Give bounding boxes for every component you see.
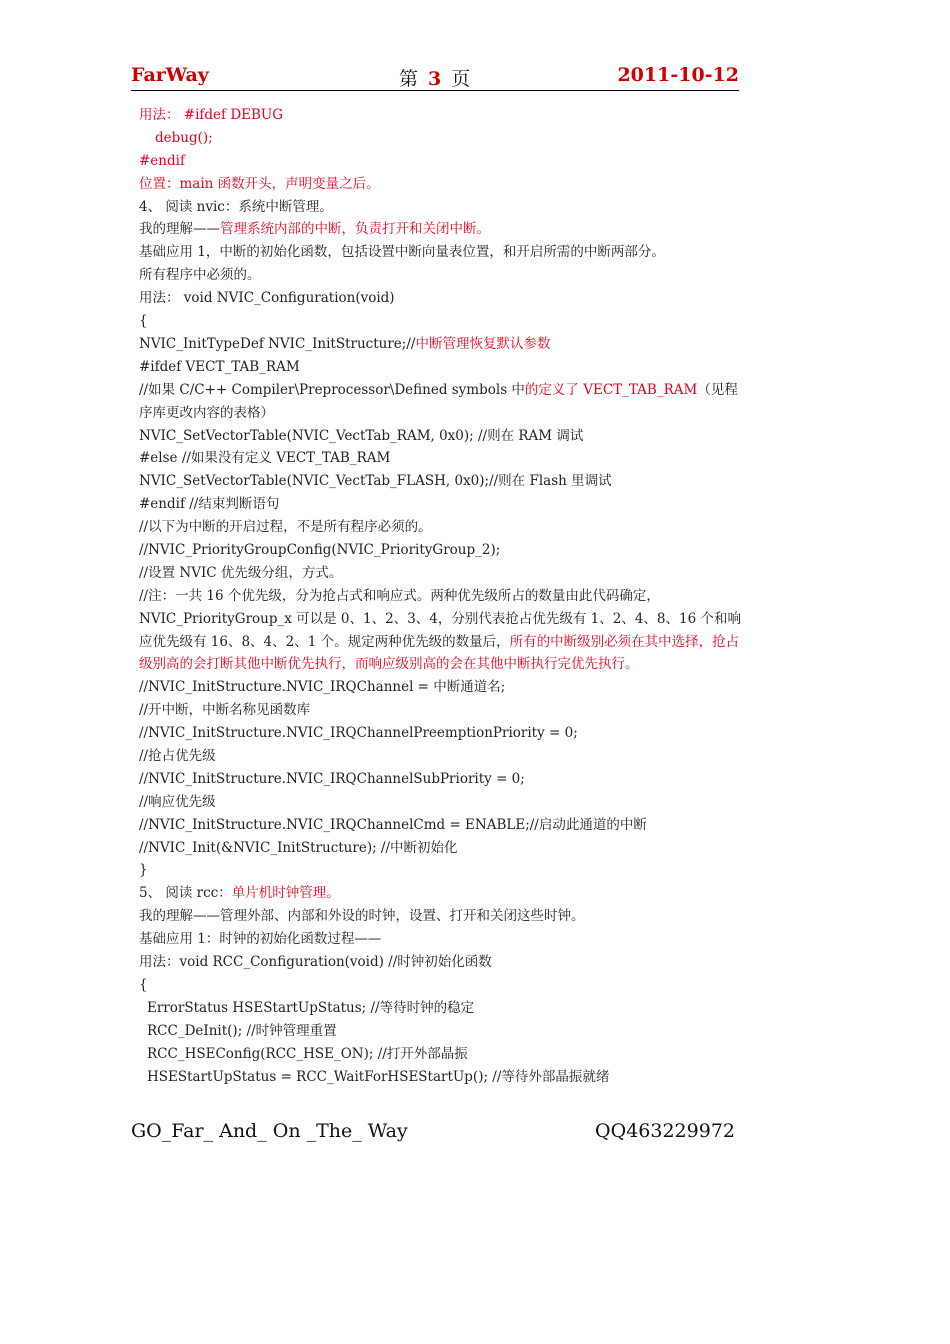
text-line <box>139 104 741 127</box>
text-line <box>139 264 741 287</box>
footer-motto: GO_Far_ And_ On _The_ Way <box>131 1120 408 1142</box>
text-run: NVIC_SetVectorTable(NVIC_VectTab_FLASH, 0x0);//则在 Flash 里调试 <box>139 473 612 490</box>
text-run: //以下为中断的开启过程，不是所有程序必须的。 <box>139 519 432 536</box>
text-run: 基础应用 1：时钟的初始化函数过程—— <box>139 931 382 948</box>
text-line <box>139 1066 741 1089</box>
text-run: 所有的中断级别必须在其中选择，抢占级别高的会打断其他中断优先执行，而响应级别高的会在其他中断执行完优先执行。 <box>139 633 740 673</box>
text-line <box>139 562 741 585</box>
text-run: HSEStartUpStatus = RCC_WaitForHSEStartUp(); //等待外部晶振就绪 <box>147 1068 610 1085</box>
text-run: //设置 NVIC 优先级分组，方式。 <box>139 564 343 581</box>
text-run: //NVIC_InitStructure.NVIC_IRQChannelCmd = ENABLE;//启动此通道的中断 <box>139 816 647 833</box>
text-line <box>139 676 741 699</box>
text-line <box>139 493 741 516</box>
text-run: //NVIC_Init(&NVIC_InitStructure); //中断初始化 <box>139 839 458 856</box>
text-run: 管理系统内部的中断，负责打开和关闭中断。 <box>220 221 490 238</box>
text-run: { <box>139 976 148 993</box>
text-line <box>139 447 741 470</box>
text-run: NVIC_InitTypeDef NVIC_InitStructure;// <box>139 335 416 352</box>
text-run: 中断管理恢复默认参数 <box>415 335 551 352</box>
text-run: //NVIC_InitStructure.NVIC_IRQChannelPreemptionPriority = 0; <box>139 725 578 742</box>
text-line <box>139 470 741 493</box>
text-line <box>139 837 741 860</box>
text-run: NVIC_SetVectorTable(NVIC_VectTab_RAM, 0x0); //则在 RAM 调试 <box>139 427 584 444</box>
page-footer <box>131 1120 735 1146</box>
text-run: 位置：main 函数开头，声明变量之后。 <box>139 175 380 192</box>
text-line <box>139 241 741 264</box>
text-run: //注：一共 16 个优先级，分为抢占式和响应式。两种优先级所占的数量由此代码确定，NVIC_PriorityGroup_x 可以是 0、1、2、3、4，分别代表抢占优先级有 1、2、4、8、16 个和响应优先级有 16、8、4、2、1 个。规定两种优先级的数量后， <box>139 587 741 650</box>
text-run: 基础应用 1，中断的初始化函数，包括设置中断向量表位置，和开启所需的中断两部分。 <box>139 244 665 261</box>
text-run: 我的理解—— <box>139 221 220 238</box>
text-run: #endif <box>139 152 185 169</box>
text-run: RCC_DeInit(); //时钟管理重置 <box>147 1022 337 1039</box>
text-run: 所有程序中必须的。 <box>139 267 261 284</box>
header-brand: FarWay <box>131 64 209 86</box>
footer-contact: QQ463229972 <box>595 1120 735 1142</box>
text-run: 我的理解——管理外部、内部和外设的时钟，设置、打开和关闭这些时钟。 <box>139 908 585 925</box>
document-body <box>139 104 741 1088</box>
page-suffix: 页 <box>451 68 471 90</box>
text-line <box>139 310 741 333</box>
text-run: #ifdef VECT_TAB_RAM <box>139 358 300 375</box>
text-line <box>139 905 741 928</box>
text-line <box>139 127 741 150</box>
text-run: //开中断，中断名称见函数库 <box>139 702 311 719</box>
text-line <box>139 196 741 219</box>
text-run: 4、 阅读 nvic：系统中断管理。 <box>139 198 333 215</box>
text-line <box>139 951 741 974</box>
text-run: （见程序库更改内容的表格） <box>139 381 738 421</box>
text-line <box>139 218 741 241</box>
text-line <box>139 882 741 905</box>
text-line <box>139 539 741 562</box>
text-line <box>139 173 741 196</box>
text-run: 的定义了 VECT_TAB_RAM <box>524 381 698 398</box>
text-line <box>139 1020 741 1043</box>
text-line <box>139 928 741 951</box>
text-line <box>139 516 741 539</box>
text-line <box>139 699 741 722</box>
text-run: //抢占优先级 <box>139 748 216 765</box>
text-run: debug(); <box>155 129 213 146</box>
text-line <box>139 425 741 448</box>
text-run: } <box>139 862 148 879</box>
page-number: 3 <box>428 68 442 90</box>
text-line <box>139 814 741 837</box>
text-line <box>139 997 741 1020</box>
text-line <box>139 745 741 768</box>
text-run: ErrorStatus HSEStartUpStatus; //等待时钟的稳定 <box>147 999 475 1016</box>
text-line <box>139 333 741 356</box>
text-run: 5、 阅读 rcc： <box>139 885 232 902</box>
text-line <box>139 974 741 997</box>
text-run: //响应优先级 <box>139 793 216 810</box>
text-run: 用法：void RCC_Configuration(void) //时钟初始化函数 <box>139 954 492 971</box>
text-line <box>139 722 741 745</box>
text-line <box>139 585 741 677</box>
text-line <box>139 356 741 379</box>
text-run: RCC_HSEConfig(RCC_HSE_ON); //打开外部晶振 <box>147 1045 468 1062</box>
text-line <box>139 1043 741 1066</box>
page-header <box>131 62 739 91</box>
text-run: 单片机时钟管理。 <box>231 885 340 902</box>
text-run: //NVIC_PriorityGroupConfig(NVIC_PriorityGroup_2); <box>139 541 501 558</box>
text-run: { <box>139 313 148 330</box>
page-prefix: 第 <box>399 68 419 90</box>
text-run: //NVIC_InitStructure.NVIC_IRQChannelSubPriority = 0; <box>139 770 525 787</box>
text-run: #else //如果没有定义 VECT_TAB_RAM <box>139 450 391 467</box>
text-line <box>139 287 741 310</box>
text-line <box>139 379 741 425</box>
text-run: 用法： #ifdef DEBUG <box>139 107 284 123</box>
header-date: 2011-10-12 <box>617 64 739 86</box>
text-run: //NVIC_InitStructure.NVIC_IRQChannel = 中断通道名; <box>139 679 506 696</box>
text-run: #endif //结束判断语句 <box>139 496 280 513</box>
text-run: //如果 C/C++ Compiler\Preprocessor\Defined symbols 中 <box>139 381 525 398</box>
text-line <box>139 768 741 791</box>
text-run: 用法： void NVIC_Configuration(void) <box>139 290 395 307</box>
text-line <box>139 150 741 173</box>
header-page-number <box>399 64 470 91</box>
text-line <box>139 859 741 882</box>
text-line <box>139 791 741 814</box>
